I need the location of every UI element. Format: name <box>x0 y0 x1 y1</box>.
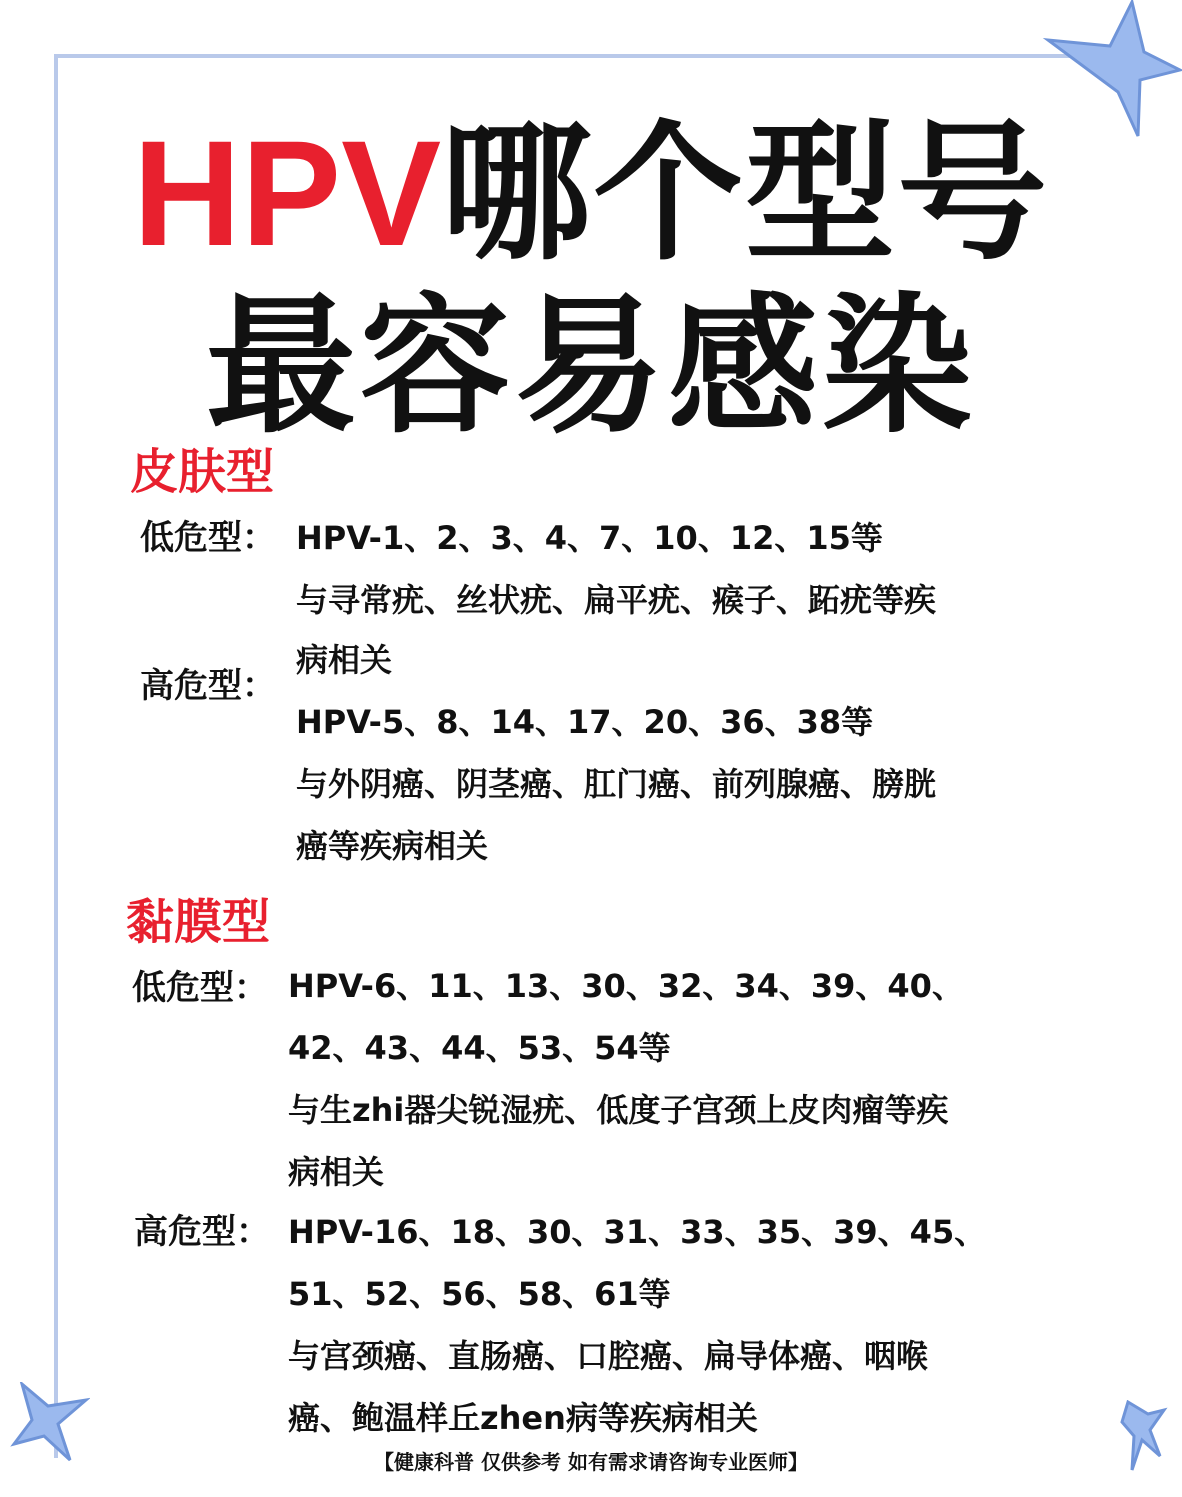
skin-low-risk-label: 低危型： <box>140 518 276 558</box>
skin-low-risk-desc-2: 病相关 <box>296 641 393 679</box>
skin-high-risk-desc-1: 与外阴癌、阴茎癌、肛门癌、前列腺癌、膀胱 <box>296 765 937 803</box>
page-title-line2: 最容易感染 <box>205 280 976 454</box>
mucosa-low-risk-types-2: 42、43、44、53、54等 <box>288 1029 671 1067</box>
skin-high-risk-label: 高危型： <box>140 666 276 706</box>
mucosa-high-risk-types-1: HPV-16、18、30、31、33、35、39、45、 <box>288 1213 987 1251</box>
skin-low-risk-desc-1: 与寻常疣、丝状疣、扁平疣、瘊子、跖疣等疾 <box>296 581 937 619</box>
section-heading-mucosa: 黏膜型 <box>126 894 271 950</box>
skin-low-risk-types: HPV-1、2、3、4、7、10、12、15等 <box>296 519 883 557</box>
mucosa-high-risk-label: 高危型： <box>134 1212 270 1252</box>
mucosa-high-risk-desc-1: 与宫颈癌、直肠癌、口腔癌、扁导体癌、咽喉 <box>288 1337 929 1375</box>
mucosa-low-risk-types-1: HPV-6、11、13、30、32、34、39、40、 <box>288 967 964 1005</box>
page-title-line1 <box>0 108 1182 279</box>
skin-high-risk-types: HPV-5、8、14、17、20、36、38等 <box>296 703 874 741</box>
section-heading-skin: 皮肤型 <box>130 444 275 500</box>
mucosa-low-risk-desc-1: 与生zhi器尖锐湿疣、低度子宫颈上皮肉瘤等疾 <box>288 1091 949 1129</box>
title-question: 哪个型号 <box>441 107 1050 281</box>
title-hpv: HPV <box>132 109 442 277</box>
mucosa-low-risk-desc-2: 病相关 <box>288 1153 385 1191</box>
skin-high-risk-desc-2: 癌等疾病相关 <box>296 827 489 865</box>
footer-disclaimer: 【健康科普 仅供参考 如有需求请咨询专业医师】 <box>374 1450 808 1474</box>
mucosa-high-risk-desc-2: 癌、鲍温样丘zhen病等疾病相关 <box>288 1399 758 1437</box>
mucosa-low-risk-label: 低危型： <box>132 968 268 1008</box>
mucosa-high-risk-types-2: 51、52、56、58、61等 <box>288 1275 671 1313</box>
